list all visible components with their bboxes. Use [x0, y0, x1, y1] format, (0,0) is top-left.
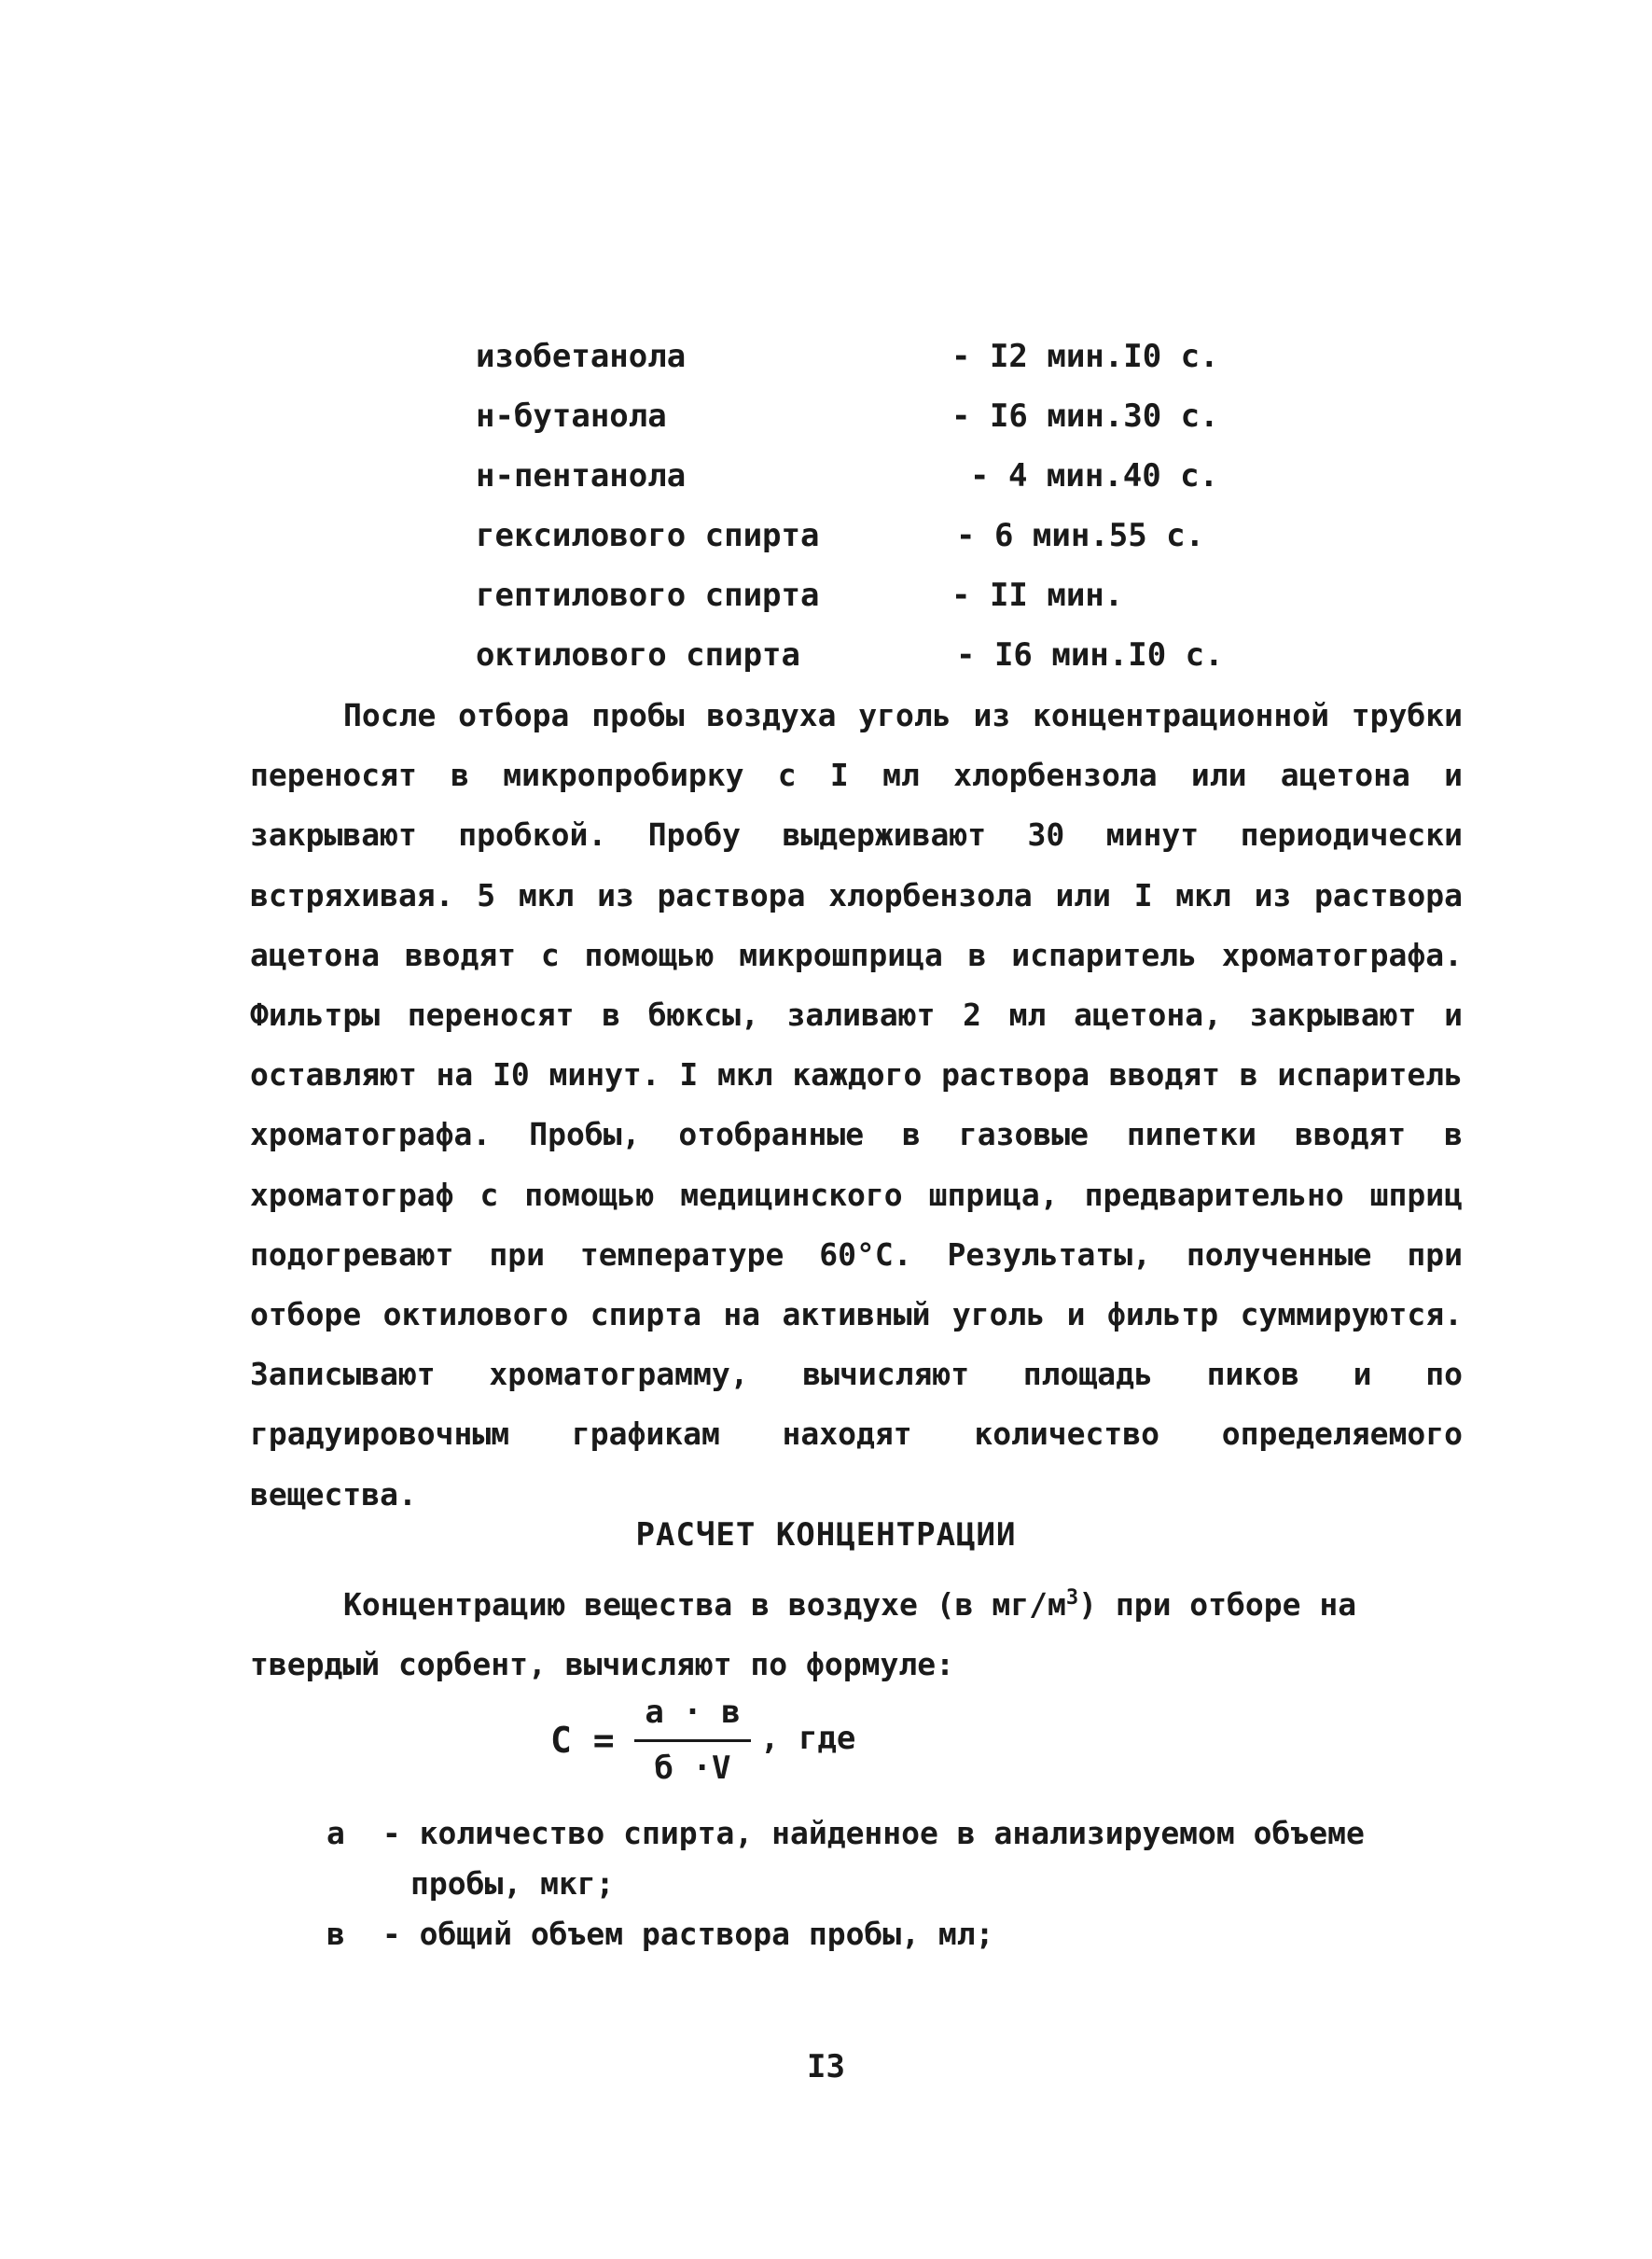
definition-symbol: а — [326, 1815, 345, 1851]
retention-time: - I6 мин.I0 с. — [956, 636, 1224, 674]
definition-item — [326, 1808, 1446, 1909]
fraction-bar — [634, 1739, 751, 1742]
unit-exponent: 3 — [1065, 1586, 1079, 1610]
formula-suffix: , где — [760, 1720, 856, 1757]
definition-item — [326, 1909, 1446, 1959]
section-heading: РАСЧЕТ КОНЦЕНТРАЦИИ — [635, 1516, 1017, 1554]
compound-name: гептилового спирта — [476, 577, 820, 614]
formula-lhs: С = — [550, 1720, 615, 1761]
compound-name: изобетанола — [476, 338, 687, 375]
definition-continuation: пробы, мкг; — [410, 1865, 615, 1902]
page-number: I3 — [807, 2048, 845, 2085]
concentration-formula — [550, 1694, 923, 1796]
retention-time: - II мин. — [951, 577, 1124, 614]
calc-intro-text: Концентрацию вещества в воздухе (в мг/м — [343, 1586, 1066, 1623]
formula-fraction — [634, 1694, 751, 1792]
compound-name: н-пентанола — [476, 457, 687, 495]
formula-numerator: а · в — [645, 1694, 741, 1731]
definition-text: - количество спирта, найденное в анализируемом объеме — [382, 1815, 1365, 1851]
retention-time: - 6 мин.55 с. — [956, 517, 1205, 554]
definition-symbol: в — [326, 1916, 345, 1952]
retention-time: - 4 мин.40 с. — [970, 457, 1219, 495]
compound-name: н-бутанола — [476, 397, 667, 435]
compound-name: октилового спирта — [476, 636, 800, 674]
retention-time: - I2 мин.I0 с. — [951, 338, 1219, 375]
definition-text: - общий объем раствора пробы, мл; — [382, 1916, 994, 1952]
procedure-paragraph: После отбора пробы воздуха уголь из концентрационной трубки переносят в микропробирку с I мл хлорбензола или ацетона и закрывают пробкой. Пробу выдерживают 30 минут периодически встряхивая. 5 мкл из раствора хлорбензола или I мкл из раствора ацетона вводят с помощью микрошприца в испаритель хроматографа. Фильтры переносят в бюксы, заливают 2 мл ацетона, закрывают и оставляют на I0 минут. I мкл каждого раствора вводят в испаритель хроматографа. Пробы, отобранные в газовые пипетки вводят в хроматограф с помощью медицинского шприца, предварительно шприц подогревают при температуре 60°С. Результаты, полученные при отборе октилового спирта на активный уголь и фильтр суммируются. Записывают хроматограмму, вычисляют площадь пиков и по градуировочным графикам находят количество определяемого вещества. — [250, 697, 1463, 1513]
retention-time: - I6 мин.30 с. — [951, 397, 1219, 435]
formula-denominator: б ·V — [654, 1750, 731, 1787]
calc-intro-text-end: ) при отборе на твердый сорбент, вычисляют по формуле: — [250, 1586, 1357, 1682]
compound-name: гексилового спирта — [476, 517, 820, 554]
calculation-intro — [250, 1575, 1463, 1694]
